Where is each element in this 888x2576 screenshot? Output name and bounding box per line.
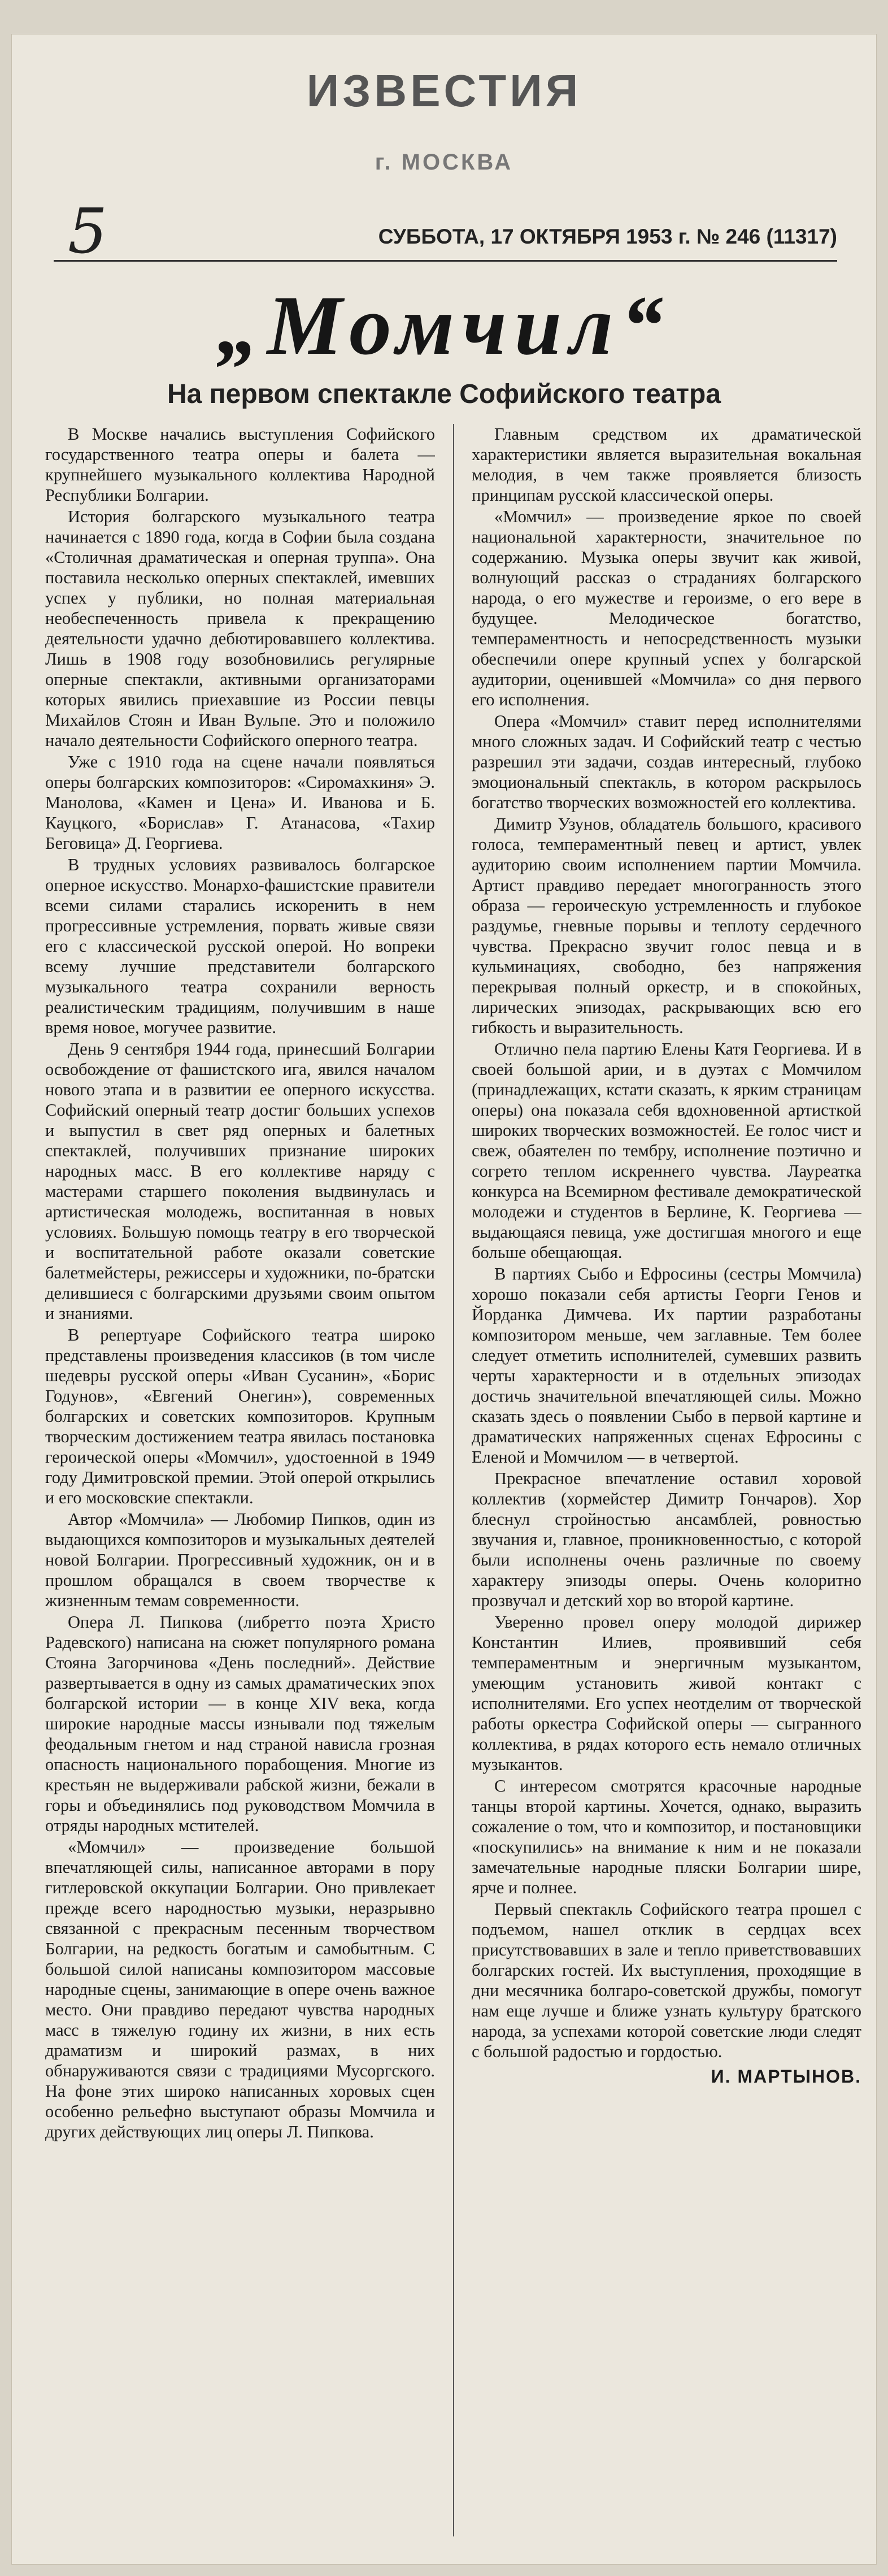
column-divider [453, 424, 454, 2536]
paragraph: Димитр Узунов, обладатель большого, красивого голоса, темпераментный певец и артист, увлек аудиторию своим исполнением партии Момчила. Артист правдиво передает многогранность этого образа — героическую устремленность и глубокое раздумье, гневные порывы и теплоту сердечного чувства. Прекрасно звучит голос певца и в кульминациях, свободно, без напряжения перекрывая полный оркестр, и в спокойных, лирических эпизодах, раскрывающих всю его гибкость и выразительность. [472, 814, 861, 1037]
paragraph: В репертуаре Софийского театра широко представлены произведения классиков (в том числе шедевры русской оперы «Иван Сусанин», «Борис Годунов», «Евгений Онегин»), современных болгарских и советских композиторов. Крупным творческим достижением театра явилась постановка героической оперы «Момчил», удостоенной в 1949 году Димитровской премии. Этой оперой открылись и его московские спектакли. [45, 1325, 435, 1507]
paragraph: Опера Л. Пипкова (либретто поэта Христо Радевского) написана на сюжет популярного романа Стояна Загорчинова «День последний». Действие развертывается в одну из самых драматических эпох болгарской истории — в конце XIV века, когда широкие народные массы изнывали под тяжелым феодальным гнетом и над страной нависла грозная опасность национального порабощения. Многие из крестьян не выдерживали рабской жизни, бежали в горы и объединялись под руководством Момчила в отряды народных мстителей. [45, 1612, 435, 1835]
article-column-left [45, 424, 435, 2536]
paragraph: Отлично пела партию Елены Катя Георгиева. И в своей большой арии, и в дуэтах с Момчилом (принадлежащих, кстати сказать, к ярким страницам оперы) она показала себя вдохновенной артисткой широких творческих возможностей. Ее голос чист и свеж, обаятелен по тембру, исполнение поэтично и согрето теплом искреннего чувства. Лауреатка конкурса на Всемирном фестивале демократической молодежи и студентов в Берлине, К. Георгиева — выдающаяся певица, уже достигшая многого и еще больше обещающая. [472, 1039, 861, 1262]
newspaper-city: г. МОСКВА [375, 150, 513, 175]
article-title: „Момчил“ [216, 279, 672, 372]
article-subtitle: На первом спектакле Софийского театра [167, 379, 721, 409]
paragraph: Автор «Момчила» — Любомир Пипков, один из выдающихся композиторов и музыкальных деятелей новой Болгарии. Прогрессивный художник, он и в прошлом обращался в своем творчестве к жизненным темам современности. [45, 1510, 435, 1610]
newspaper-name: ИЗВЕСТИЯ [306, 66, 582, 116]
paragraph: «Момчил» — произведение яркое по своей национальной характерности, значительное по содержанию. Музыка оперы звучит как живой, волнующий рассказ о страданиях болгарского народа, о его мужестве и героизме, о его вере в будущее. Мелодическое богатство, темпераментность и непосредственность музыки обеспечили опере крупный успех у болгарской аудитории, оценившей «Момчила» со дня первого его исполнения. [472, 507, 861, 709]
paragraph: В партиях Сыбо и Ефросины (сестры Момчила) хорошо показали себя артисты Георги Генов и Йорданка Димчева. Их партии разработаны композитором меньше, чем заглавные. Тем более следует отметить исполнителей, сумевших развить черты характерности и в отдельных эпизодах достичь значительной впечатляющей силы. Можно сказать здесь о появлении Сыбо в первой картине и драматических напряженных сценах Ефросины с Еленой и Момчилом — в четвертой. [472, 1264, 861, 1467]
paragraph: В Москве начались выступления Софийского государственного театра оперы и балета — крупнейшего музыкального коллектива Народной Республики Болгарии. [45, 424, 435, 505]
paragraph: История болгарского музыкального театра начинается с 1890 года, когда в Софии была создана «Столичная драматическая и оперная труппа». Она поставила несколько оперных спектаклей, имевших успех у публики, но полная материальная необеспеченность привела к прекращению деятельности удачно дебютировавшего коллектива. Лишь в 1908 году возобновились регулярные оперные спектакли, активными организаторами которых явились приехавшие из России певцы Михайлов Стоян и Иван Вульпе. Это и положило начало деятельности Софийского оперного театра. [45, 507, 435, 750]
paragraph: С интересом смотрятся красочные народные танцы второй картины. Хочется, однако, выразить сожаление о том, что и композитор, и постановщики «поскупились» на внимание к ним и не показали замечательные народные пляски Болгарии шире, ярче и полнее. [472, 1776, 861, 1897]
article-column-right [472, 424, 861, 2536]
newspaper-clipping [11, 34, 877, 2565]
paragraph: Уже с 1910 года на сцене начали появляться оперы болгарских композиторов: «Сиромахкиня» Э. Манолова, «Камен и Цена» И. Иванова и Б. Кауцкого, «Борислав» Г. Атанасова, «Тахир Беговица» Д. Георгиева. [45, 752, 435, 853]
paragraph: Опера «Момчил» ставит перед исполнителями много сложных задач. И Софийский театр с честью разрешил эти задачи, создав интересный, глубоко эмоциональный спектакль, в котором раскрылось богатство творческих возможностей его коллектива. [472, 712, 861, 812]
paragraph: Главным средством их драматической характеристики является выразительная вокальная мелодия, в чем также проявляется близость принципам русской классической оперы. [472, 424, 861, 505]
handwritten-page-mark: 5 [68, 195, 107, 267]
masthead-divider [54, 260, 837, 262]
issue-date-line: СУББОТА, 17 ОКТЯБРЯ 1953 г. № 246 (11317) [378, 225, 837, 248]
paragraph: Уверенно провел оперу молодой дирижер Константин Илиев, проявивший себя темпераментным и энергичным музыкантом, умеющим установить живой контакт с исполнителями. Его успех неотделим от творческой работы оркестра Софийской оперы — сыгранного коллектива, в рядах которого есть немало отличных музыкантов. [472, 1612, 861, 1774]
paragraph: Прекрасное впечатление оставил хоровой коллектив (хормейстер Димитр Гончаров). Хор блеснул стройностью ансамблей, ровностью звучания и, главное, проникновенностью, с которой были исполнены очень различные по своему характеру эпизоды оперы. Очень колоритно прозвучал и детский хор во второй картине. [472, 1469, 861, 1610]
paragraph: В трудных условиях развивалось болгарское оперное искусство. Монархо-фашистские правители всеми силами старались искоренить в нем прогрессивные устремления, порвать живые связи его с классической русской оперой. Но вопреки всему лучшие представители болгарского музыкального театра сохранили верность реалистическим традициям, получившим в наше время новое, могучее развитие. [45, 855, 435, 1037]
paragraph: «Момчил» — произведение большой впечатляющей силы, написанное авторами в пору гитлеровской оккупации Болгарии. Оно привлекает прежде всего народностью музыки, неразрывно связанной с прекрасным песенным творчеством Болгарии, на редкость богатым и самобытным. С большой силой написаны композитором массовые народные сцены, занимающие в опере очень важное место. Они правдиво передают чувства народных масс в тяжелую годину их жизни, в них есть драматизм и широкий размах, в них обнаруживаются связи с традициями Мусоргского. На фоне этих широко написанных хоровых сцен особенно рельефно выступают образы Момчила и других действующих лиц оперы Л. Пипкова. [45, 1837, 435, 2141]
paragraph: День 9 сентября 1944 года, принесший Болгарии освобождение от фашистского ига, явился началом нового этапа и в развитии ее оперного искусства. Софийский оперный театр достиг больших успехов и выпустил в свет ряд оперных и балетных спектаклей, получивших признание широких народных масс. В его коллективе наряду с мастерами старшего поколения выдвинулась и артистическая молодежь, воспитанная в новых условиях. Большую помощь театру в его творческой и воспитательной работе оказали советские балетмейстеры, режиссеры и художники, по-братски делившиеся с болгарскими друзьями своим опытом и знаниями. [45, 1039, 435, 1323]
author-signature: И. МАРТЫНОВ. [711, 2066, 861, 2087]
paragraph: Первый спектакль Софийского театра прошел с подъемом, нашел отклик в сердцах всех присутствовавших в зале и тепло приветствовавших болгарских гостей. Их выступления, проходящие в дни месячника болгаро-советской дружбы, помогут нам еще лучше и ближе узнать культуру братского народа, за успехами которой советские люди следят с большой радостью и гордостью. [472, 1900, 861, 2061]
